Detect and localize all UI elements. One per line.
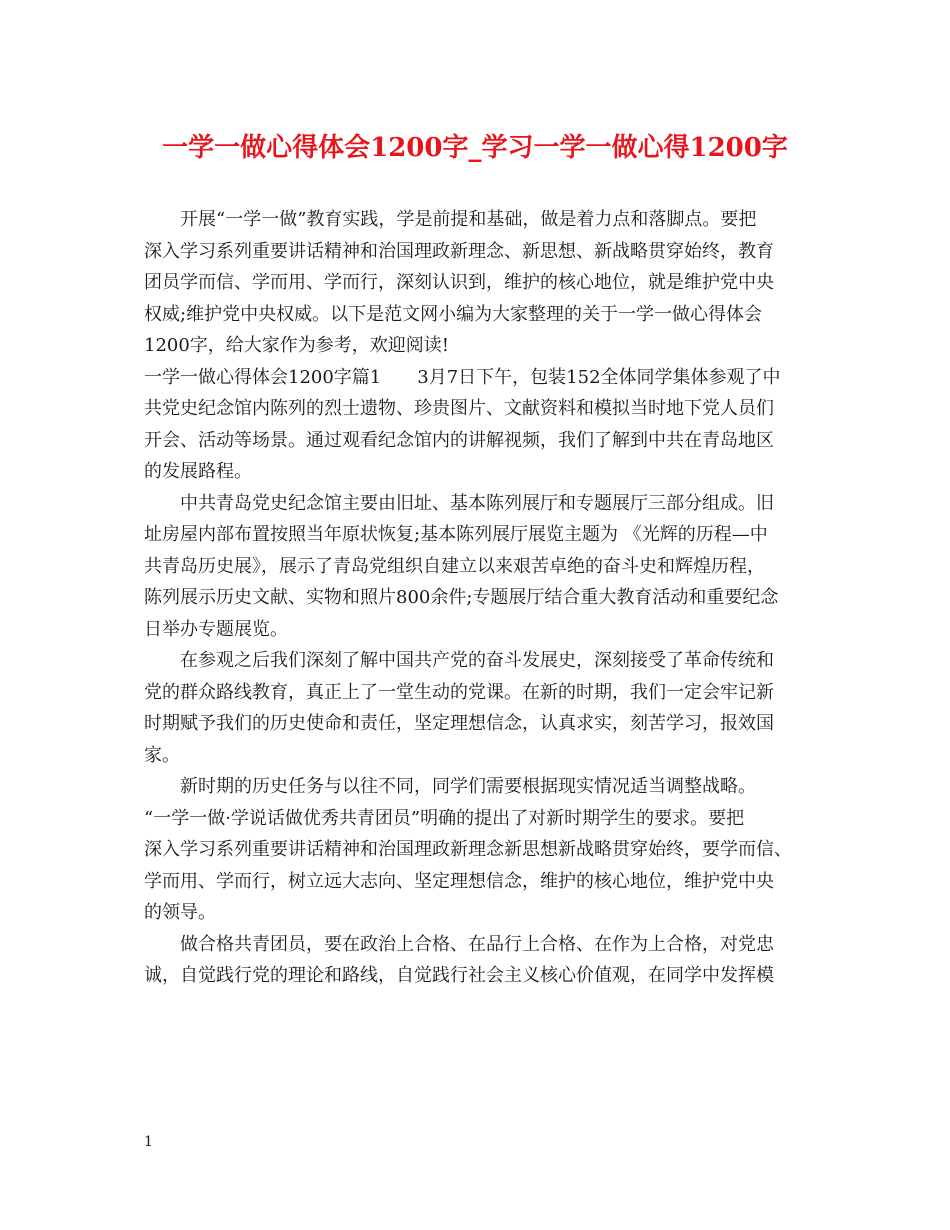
text-line: 深入学习系列重要讲话精神和治国理政新理念新思想新战略贯穿始终，要学而信、: [144, 839, 792, 860]
text-line: 诚，自觉践行党的理论和路线，自觉践行社会主义核心价值观，在同学中发挥模: [144, 965, 774, 986]
text-line: “一学一做·学说话做优秀共青团员”明确的提出了对新时期学生的要求。要把: [144, 807, 745, 829]
text-line: 日举办专题展览。: [144, 618, 288, 640]
text-line: 团员学而信、学而用、学而行，深刻认识到，维护的核心地位，就是维护党中央: [144, 272, 774, 293]
page-title: 一学一做心得体会1200字_学习一学一做心得1200字: [162, 133, 788, 163]
text-line: 的发展路程。: [144, 461, 252, 482]
text-line: 时期赋予我们的历史使命和责任，坚定理想信念，认真求实，刻苦学习，报效国: [144, 713, 774, 734]
text-line: 在参观之后我们深刻了解中国共产党的奋斗发展史，深刻接受了革命传统和: [180, 650, 774, 671]
text-line: 址房屋内部布置按照当年原状恢复;基本陈列展厅展览主题为 《光辉的历程—中: [144, 524, 768, 545]
text-line: 中共青岛党史纪念馆主要由旧址、基本陈列展厅和专题展厅三部分组成。旧: [180, 492, 774, 514]
text-line: 共青岛历史展》，展示了青岛党组织自建立以来艰苦卓绝的奋斗史和辉煌历程，: [144, 555, 765, 577]
text-line: 权威;维护党中央权威。以下是范文网小编为大家整理的关于一学一做心得体会: [144, 303, 763, 325]
page-number: 1: [144, 1134, 153, 1150]
text-line: 1200字，给大家作为参考，欢迎阅读!: [144, 335, 450, 356]
text-line: 开会、活动等场景。通过观看纪念馆内的讲解视频，我们了解到中共在青岛地区: [144, 429, 774, 451]
text-line: 共党史纪念馆内陈列的烈士遗物、珍贵图片、文献资料和模拟当时地下党人员们: [144, 398, 774, 419]
text-line: 新时期的历史任务与以往不同，同学们需要根据现实情况适当调整战略。: [180, 776, 756, 797]
text-line: 一学一做心得体会1200字篇1 3月7日下午，包装152全体同学集体参观了中: [144, 366, 781, 388]
text-line: 陈列展示历史文献、实物和照片800余件;专题展厅结合重大教育活动和重要纪念: [144, 587, 779, 608]
body-text: [144, 204, 824, 992]
text-line: 的领导。: [144, 902, 216, 923]
text-line: 深入学习系列重要讲话精神和治国理政新理念、新思想、新战略贯穿始终，教育: [144, 240, 774, 262]
text-line: 党的群众路线教育，真正上了一堂生动的党课。在新的时期，我们一定会牢记新: [144, 681, 774, 703]
text-line: 开展“一学一做”教育实践，学是前提和基础，做是着力点和落脚点。要把: [180, 209, 757, 230]
text-line: 做合格共青团员，要在政治上合格、在品行上合格、在作为上合格，对党忠: [180, 933, 774, 955]
text-line: 家。: [144, 744, 180, 766]
text-line: 学而用、学而行，树立远大志向、坚定理想信念，维护的核心地位，维护党中央: [144, 870, 774, 892]
